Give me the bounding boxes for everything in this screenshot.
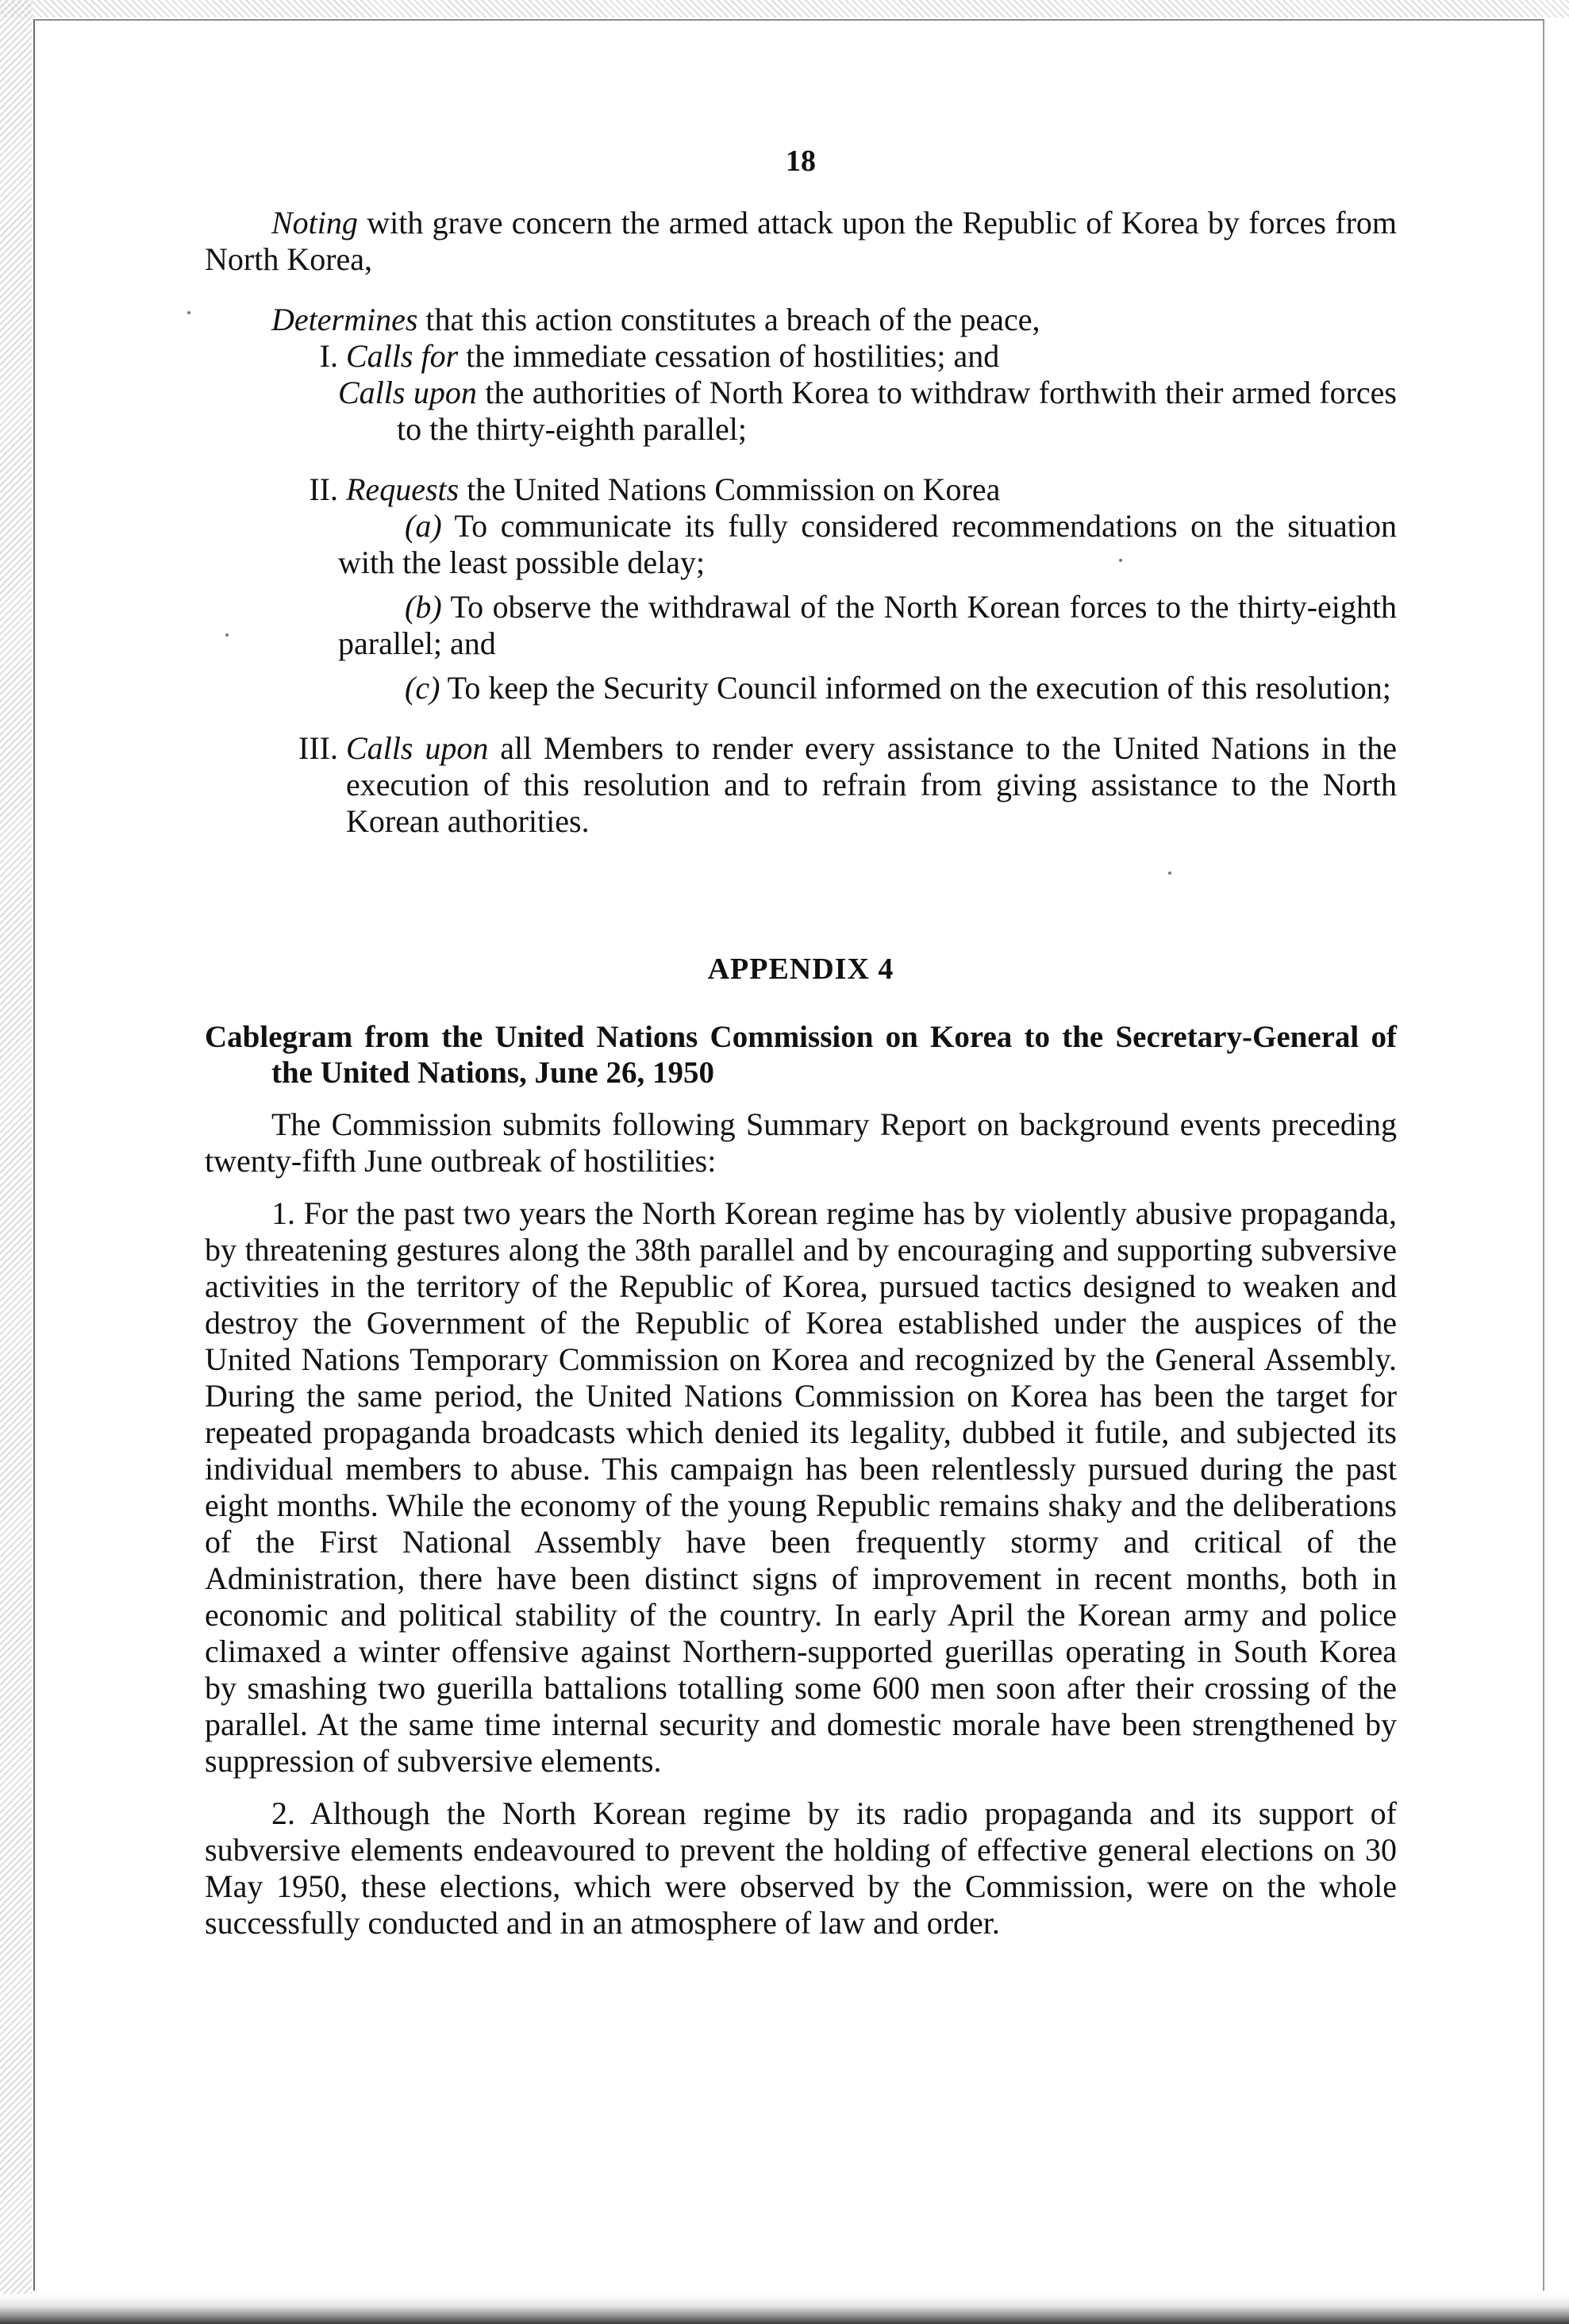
sub-item-a — [338, 508, 1397, 581]
sub-a-text: To communicate its fully considered recommendations on the situation with the least possible delay; — [338, 508, 1397, 580]
calls-upon-keyword: Calls upon — [338, 375, 477, 410]
calls-upon-text: the authorities of North Korea to withdraw forthwith their armed forces to the thirty-eighth parallel; — [397, 375, 1397, 447]
noting-keyword: Noting — [271, 205, 358, 240]
calls-for-keyword: Calls for — [346, 338, 459, 374]
calls-upon-all-text: all Members to render every assistance to the United Nations in the execution of this resolution and to refrain from giving assistance to the North Korean authorities. — [346, 730, 1397, 839]
determines-keyword: Determines — [271, 302, 418, 337]
part-iii-line — [205, 730, 1397, 840]
calls-upon-paragraph — [338, 375, 1397, 448]
part-iii-number: III. — [298, 730, 338, 766]
page-number: 18 — [786, 144, 816, 178]
part-ii-line — [205, 471, 1397, 508]
summary-paragraph-1: 1. For the past two years the North Korean regime has by violently abusive propaganda, by threatening gestures along the 38th parallel and by encouraging and supporting subversive activities in the territory of the Republic of Korea, pursued tactics designed to weaken and destroy the Government of the Republic of Korea established under the auspices of the United Nations Temporary Commission on Korea and recognized by the General Assembly. During the same period, the United Nations Commission on Korea has been the target for repeated propaganda broadcasts which denied its legality, dubbed it futile, and subjected its individual members to abuse. This campaign has been relentlessly pursued during the past eight months. While the economy of the young Republic remains shaky and the deliberations of the First National Assembly have been frequently stormy and critical of the Administration, there have been distinct signs of improvement in recent months, both in economic and political stability of the country. In early April the Korean army and police climaxed a winter offensive against Northern-supported guerillas operating in South Korea by smashing two guerilla battalions totalling some 600 men soon after their crossing of the parallel. At the same time internal security and domestic morale have been strengthened by suppression of subversive elements. — [205, 1195, 1397, 1779]
noting-text: with grave concern the armed attack upon the Republic of Korea by forces from North Korea, — [205, 205, 1397, 277]
scan-bottom-edge — [0, 2294, 1569, 2324]
part-i-text — [346, 338, 1397, 375]
part-i-line — [205, 338, 1397, 375]
requests-text: the United Nations Commission on Korea — [459, 471, 1001, 507]
cablegram-title: Cablegram from the United Nations Commission on Korea to the Secretary-General of the United Nations, June 26, 1950 — [205, 1020, 1397, 1090]
part-iii-text — [346, 730, 1397, 840]
sub-c-text: To keep the Security Council informed on the execution of this resolution; — [440, 670, 1391, 706]
sub-a-label: (a) — [405, 508, 442, 544]
part-ii-text — [346, 471, 1397, 508]
appendix-title: APPENDIX 4 — [707, 952, 894, 986]
part-i-calls-upon — [338, 375, 1397, 448]
sub-item-b — [338, 589, 1397, 662]
summary-intro: The Commission submits following Summary Report on background events preceding twenty-fifth June outbreak of hostilities: — [205, 1106, 1397, 1179]
sub-c-label: (c) — [405, 670, 440, 706]
document-page — [205, 143, 1397, 1941]
calls-upon-all-keyword: Calls upon — [346, 730, 489, 766]
part-ii-number: II. — [309, 471, 338, 507]
requests-keyword: Requests — [346, 471, 460, 507]
noting-paragraph — [205, 205, 1397, 278]
determines-paragraph — [205, 302, 1397, 338]
speck — [187, 311, 190, 314]
calls-for-text: the immediate cessation of hostilities; and — [458, 338, 1000, 374]
scan-top-edge — [0, 0, 1569, 17]
scan-left-edge — [0, 0, 32, 2324]
sub-b-label: (b) — [405, 589, 442, 625]
sub-b-text: To observe the withdrawal of the North Korean forces to the thirty-eighth parallel; and — [338, 589, 1397, 661]
summary-paragraph-2: 2. Although the North Korean regime by its radio propaganda and its support of subversive elements endeavoured to prevent the holding of effective general elections on 30 May 1950, these elections, which were observed by the Commission, were on the whole successfully conducted and in an atmosphere of law and order. — [205, 1795, 1397, 1941]
sub-item-c — [338, 670, 1397, 706]
part-i-number: I. — [319, 338, 338, 374]
determines-text: that this action constitutes a breach of the peace, — [417, 302, 1040, 337]
